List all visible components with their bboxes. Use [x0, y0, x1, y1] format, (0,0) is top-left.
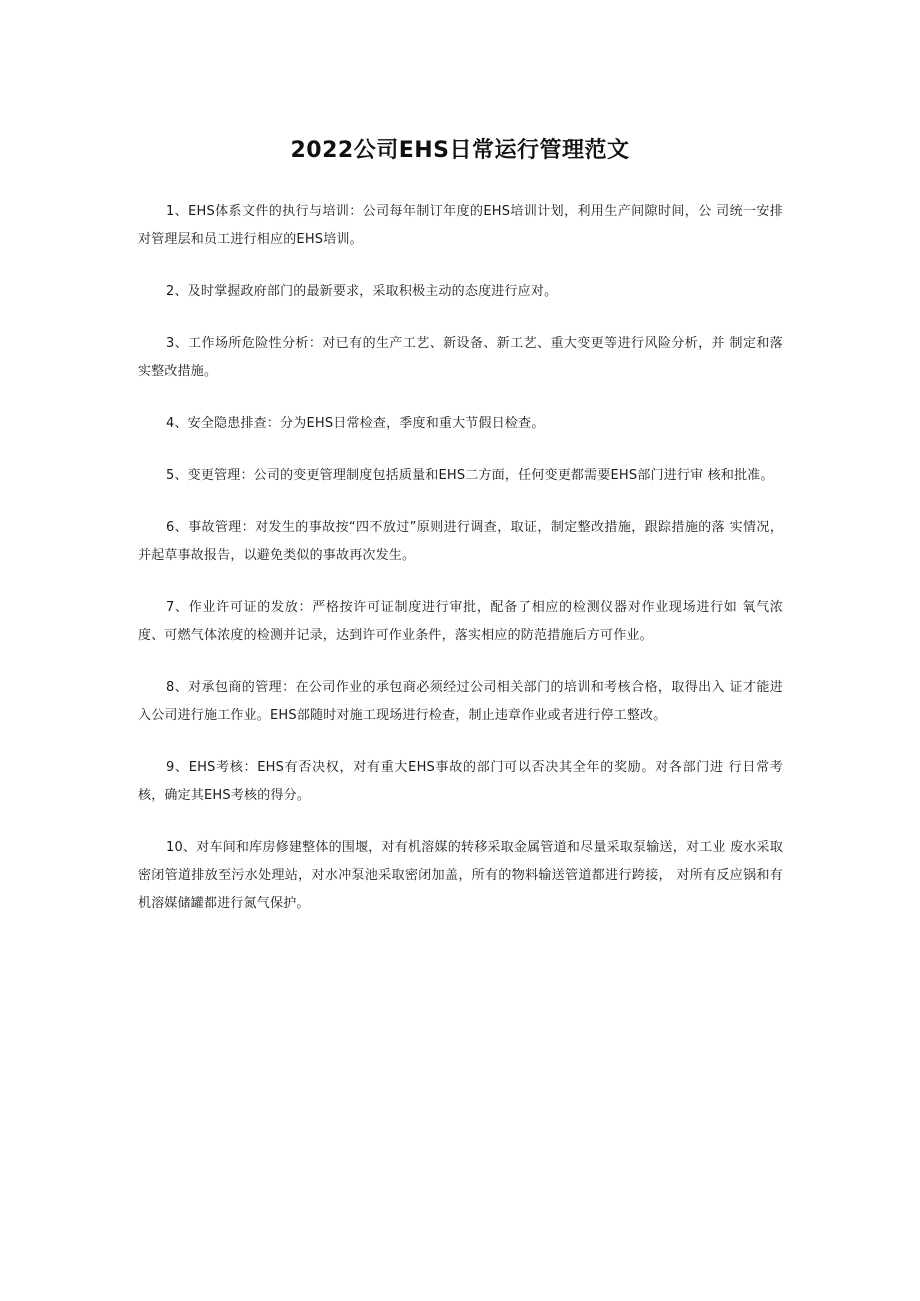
document-title: 2022公司EHS日常运行管理范文	[290, 138, 630, 163]
paragraph-1: 1、EHS体系文件的执行与培训：公司每年制订年度的EHS培训计划，利用生产间隙时间，公 司统一安排对管理层和员工进行相应的EHS培训。	[138, 204, 783, 247]
paragraph-6: 6、事故管理：对发生的事故按“四不放过”原则进行调查，取证，制定整改措施，跟踪措施的落 实情况，并起草事故报告，以避免类似的事故再次发生。	[138, 520, 783, 563]
paragraph-7: 7、作业许可证的发放：严格按许可证制度进行审批，配备了相应的检测仪器对作业现场进行如 氧气浓度、可燃气体浓度的检测并记录，达到许可作业条件，落实相应的防范措施后方可作业。	[138, 600, 783, 643]
paragraph-3: 3、工作场所危险性分析：对已有的生产工艺、新设备、新工艺、重大变更等进行风险分析，并 制定和落实整改措施。	[138, 336, 783, 379]
paragraph-10: 10、对车间和库房修建整体的围堰，对有机溶媒的转移采取金属管道和尽量采取泵输送，对工业 废水采取密闭管道排放至污水处理站，对水冲泵池采取密闭加盖，所有的物料输送管道都进行跨接， 对所有反应锅和有机溶媒储罐都进行氮气保护。	[138, 840, 783, 911]
paragraph-4: 4、安全隐患排查：分为EHS日常检查，季度和重大节假日检查。	[166, 416, 545, 431]
paragraph-5: 5、变更管理：公司的变更管理制度包括质量和EHS二方面，任何变更都需要EHS部门进行审 核和批准。	[166, 468, 774, 483]
paragraph-9: 9、EHS考核：EHS有否决权，对有重大EHS事故的部门可以否决其全年的奖励。对各部门进 行日常考核，确定其EHS考核的得分。	[138, 760, 783, 803]
paragraph-2: 2、及时掌握政府部门的最新要求，采取积极主动的态度进行应对。	[166, 284, 558, 299]
paragraph-8: 8、对承包商的管理：在公司作业的承包商必须经过公司相关部门的培训和考核合格，取得出入 证才能进入公司进行施工作业。EHS部随时对施工现场进行检查，制止违章作业或者进行停工整改。	[138, 680, 783, 723]
document-body	[138, 198, 783, 942]
